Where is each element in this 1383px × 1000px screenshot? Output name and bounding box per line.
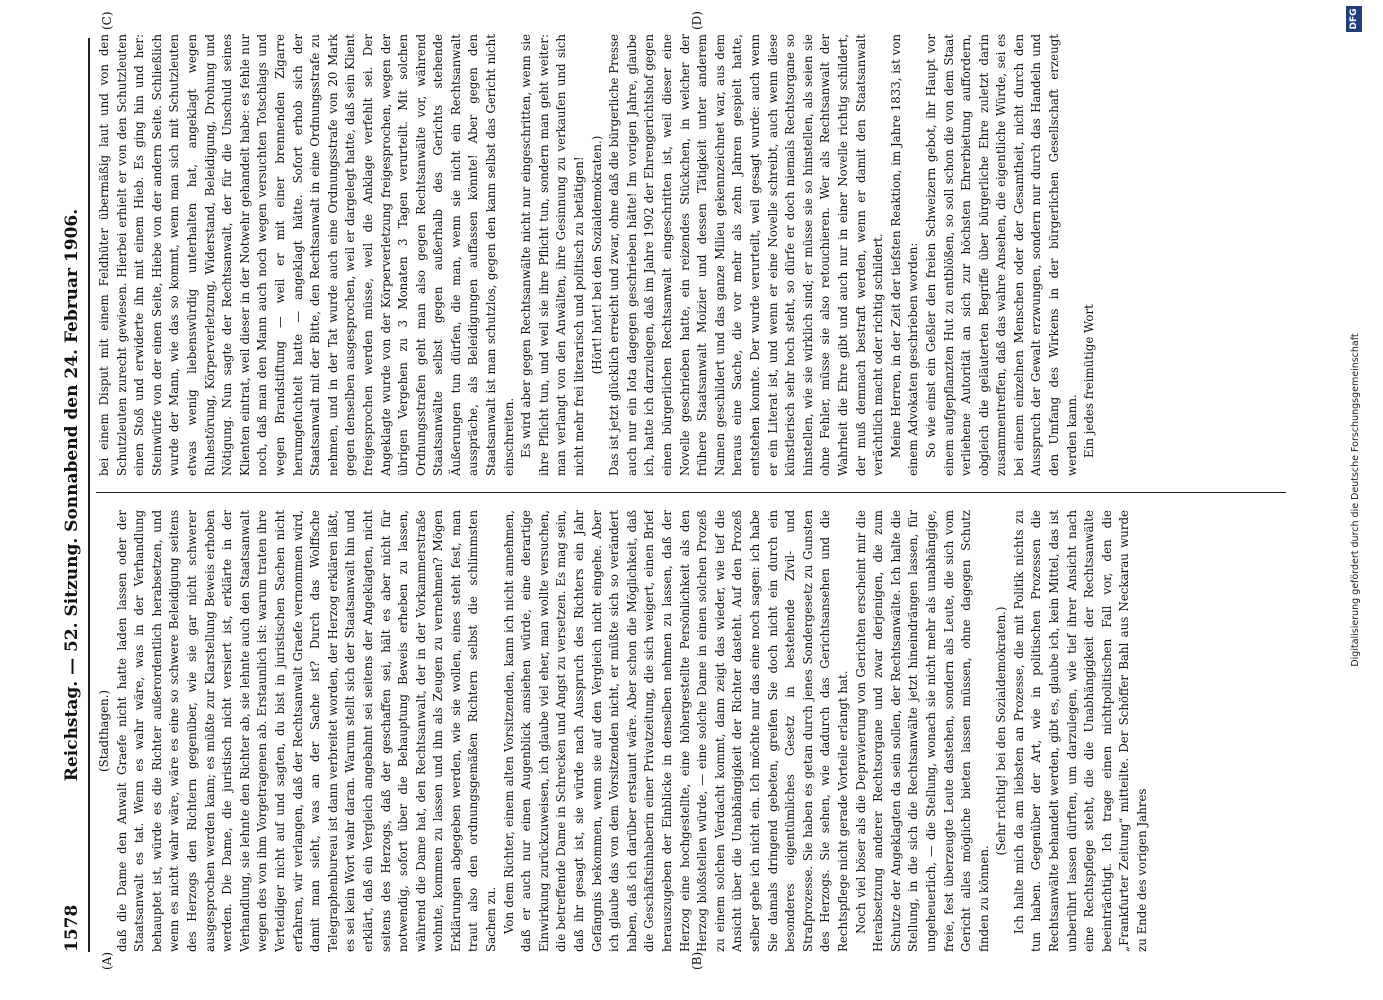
running-head: Reichstag. — 52. Sitzung. Sonnabend den 24. Februar 1906. [62,208,82,782]
margin-marker-c: (C) [100,11,114,30]
paragraph: Meine Herren, in der Zeit der tiefsten Reaktion, im Jahre 1833, ist von einem Advokaten geschrieben worden: [888,34,921,476]
paragraph: Es wird aber gegen Rechtsanwälte nicht nur eingeschritten, wenn sie ihre Pflicht tun, und weil sie ihre Pflicht tun, sondern man geht weiter: man verlangt von den Anwälten, ihre Gesinnung zu verkaufen und sich nicht mehr frei literarisch und politisch zu betätigen! [519,34,587,476]
paragraph: Das ist jetzt glücklich erreicht und zwar, ohne daß die bürgerliche Presse auch nur ein Iota dagegen geschrieben hätte! Im vorigen Jahre, glaube ich, hatte ich darzulegen, daß im Jahre 1902 der Ehrengerichtshof gegen einen bürgerlichen Rechtsanwalt eingeschritten ist, weil dieser eine Novelle geschrieben hatte, ein reizendes Stückchen, in welcher der frühere Staatsanwalt Moizier und dessen Tätigkeit unter anderem Namen geschildert und das ganze Milieu gekennzeichnet war, aus dem heraus eine Sache, die vor mehr als zehn Jahren gespielt hatte, entstehen konnte. Der wurde verurteilt, weil gesagt wurde: auch wenn er ein Literat ist, und wenn er eine Novelle schreibt, auch wenn diese künstlerisch sehr hoch steht, so dürfe er doch niemals Rechtsorgane so hinstellen, wie sie wirklich sind; er müsse sie so hinstellen, als seien sie ohne Fehler, müsse sie also retouchieren. Wer als Rechtsanwalt der Wahrheit die Ehre gibt und auch nur in einer Novelle richtig schildert, der muß demnach bestraft werden, wenn er damit den Staatsanwalt verächtlich macht oder richtig schildert. [607,34,886,476]
page-number: 1578 [62,904,82,952]
paragraph: Noch viel böser als die Depravierung von Gerichten erscheint mir die Herabsetzung anderer Rechtsorgane und zwar derjenigen, die zum Schutze der Angeklagten da sein sollen, der Rechtsanwälte. Ich halte die Stellung, in die sich die Rechtsanwälte jetzt hineindrängen lassen, für ungeheuerlich, — die Stellung, wonach sie nicht mehr als unabhängige, freie, fest überzeugte Leute dastehen, sondern als Leute, die sich vom Gericht alles mögliche bieten lassen müssen, ohne dagegen Schutz finden zu können. [853,510,991,952]
column-divider [96,492,1286,493]
digitization-credit: Digitalisierung gefördert durch die Deutsche Forschungsgemeinschaft [1350,333,1361,667]
right-column [96,34,1286,476]
margin-marker-a: (A) [100,951,114,970]
margin-marker-b: (B) [690,951,704,970]
paragraph: Von dem Richter, einem alten Vorsitzenden, kann ich nicht annehmen, daß er auch nur einen Augenblick ansiehen würde, eine derartige Einwirkung zurückzuweisen, ich glaube viel eher, man wollte versuchen, die betreffende Dame in Schrecken und Angst zu versetzen. Es mag sein, daß ihr gesagt ist, sie würde nach Ausspruch des Richters ein Jahr Gefängnis bekommen, wenn sie auf den Vergleich nicht eingehe. Aber ich glaube das von dem Vorsitzenden nicht, er müßte sich so verändert haben, daß ich darüber erstaunt wäre. Aber schon die Möglichkeit, daß die Geschäftsinhaberin einer Privatzeitung, die sich weigert, einen Brief herauszugeben der Einblicke in denselben nehmen zu lassen, daß der Herzog eine hochgestellte, eine höhergestellte Persönlichkeit als den Herzog bloßstellen würde, — eine solche Dame in einen solchen Prozeß zu einem solchen Verdacht kommt, dann zeigt das wieder, wie tief die Ansicht über die Unabhängigkeit der Richter dasteht. Auf den Prozeß selber gehe ich nicht ein. Ich möchte nur das eine noch sagen: ich habe Sie damals dringend gebeten, greifen Sie doch nicht ein durch ein besonderes eigentümliches Gesetz in bestehende Zivil- und Strafprozesse. Sie haben es getan durch jenes Sondergesetz zu Gunsten des Herzogs. Sie sehen, wie dadurch das Gerichtsansehen und die Rechtspflege nicht gerade Vorteile erlangt hat. [501,510,850,952]
interjection: (Hört! hört! bei den Sozialdemokraten.) [589,135,604,375]
margin-marker-d: (D) [690,11,704,30]
dfg-logo: DFG [1346,6,1362,32]
paragraph: daß die Dame den Anwalt Graefe nicht hatte laden lassen oder der Staatsanwalt es tat. Wenn es wahr wäre, was in der Verhandlung behauptet ist, würde es die Richter außerordentlich herabsetzen, und wenn es nicht wahr wäre, wäre es eine so schwere Beleidigung seitens des Herzogs den Richtern gegenüber, wie sie gar nicht schwerer ausgesprochen werden kann; es müßte zur Klarstellung Beweis erhoben werden. Die Dame, die juristisch nicht versiert ist, erklärte in der Verhandlung, sie lehnte den Richter ab, sie lehnte auch den Staatsanwalt wegen des von ihm Vorgetragenen ab. Erstaunlich ist: warum traten ihre Verteidiger nicht auf und sagten, du bist in juristischen Sachen nicht erfahren, wir verlangen, daß der Rechtsanwalt Graefe vernommen wird, damit man sieht, was an der Sache ist? Durch das Wolffsche Telegraphenbureau ist dann verbreitet worden, der Herzog erklären läßt, es sei kein Wort wahr daran. Warum stellt sich der Staatsanwalt hin und erklärt, daß ein Vergleich angebahnt sei seitens der Angeklagten, nicht seitens des Herzogs, daß der geschaffen sei, hält es aber nicht für notwendig, sofort über die Behauptung Beweis erheben zu lassen, während die Dame hat, den Rechtsanwalt, der in der Vorkammerstraße wohnte, kommen zu lassen und ihn als Zeugen zu vernehmen? Mögen Erklärungen abgegeben werden, wie sie wollen, eines steht fest, man traut also den ordnungsgemäßen Richtern selbst die schlimmsten Sachen zu. [114,510,499,952]
interjection: (Sehr richtig! bei den Sozialdemokraten.) [994,606,1009,856]
left-column [96,510,1286,952]
quotation: So wie einst ein Geßler den freien Schweizern gebot, ihr Haupt vor einem aufgepflanzten Hut zu entblößen, so soll schon die von dem Staat verliehene Autorität an sich zur höchsten Ehrerbietung auffordern, obgleich die geläuterten Begriffe über bürgerliche Ehre zuletzt darin zusammentreffen, daß das wahre Ansehen, die eigentliche Würde, sei es bei einem einzelnen Menschen oder der Gesamtheit, nicht durch den Ausspruch der Gewalt erzwungen, sondern nur durch das Handeln und den Umfang des Wirkens in der bürgerlichen Gesellschaft erzeugt werden kann. [923,34,1079,476]
page-header [60,38,90,952]
paragraph: bei einem Disput mit einem Feldhüter übermäßig laut und von den Schutzleuten zurecht gewiesen. Hierbei erhielt er von den Schutzleuten einen Stoß und erwiderte ihn mit einem Hieb. Es ging hin und her: Steinwürfe von der einen Seite, Hiebe von der andern Seite. Schließlich wurde der Mann, wie das so kommt, wenn man sich mit Schutzleuten etwas wenig liebenswürdig unterhalten hat, angeklagt wegen Ruhestörung, Körperverletzung, Widerstand, Beleidigung, Drohung und Nötigung. Nun sagte der Rechtsanwalt, der für die Unschuld seines Klienten eintrat, weil dieser in der Notwehr gehandelt habe: es fehle nur noch, daß man den Mann auch noch wegen versuchten Totschlags und wegen Brandstiftung — weil er mit einer brennenden Zigarre herumgefuchtelt hatte — angeklagt hätte. Sofort erhob sich der Staatsanwalt mit der Bitte, den Rechtsanwalt in eine Ordnungsstrafe zu nehmen, und in der Tat wurde auch eine Ordnungsstrafe von 20 Mark gegen denselben ausgesprochen, weil er dargelegt hatte, daß sein Klient freigesprochen werden müsse, weil die Anklage verfehlt sei. Der Angeklagte wurde von der Körperverletzung freigesprochen, wegen der übrigen Vergehen zu 3 Monaten 3 Tagen verurteilt. Mit solchen Ordnungsstrafen geht man also gegen Rechtsanwälte vor, während Staatsanwälte selbst gegen außerhalb des Gerichts stehende Äußerungen tun dürfen, die man, wenn sie nicht ein Rechtsanwalt ausspräche, als Beleidigungen auffassen könnte! Aber gegen den Staatsanwalt ist man schutzlos, gegen den kann selbst das Gericht nicht einschreiten. [97,34,516,476]
paragraph: (Stadthagen.) [97,690,111,772]
paragraph: Ein jedes freimütige Wort [1082,304,1097,458]
paragraph: Ich halte mich da am liebsten an Prozesse, die mit Politik nichts zu tun haben. Gegenüber der Art, wie in politischen Prozessen die Rechtsanwälte behandelt werden, gibt es, glaube ich, kein Mittel, das ist unberührt lassen dürften, um darzulegen, wie tief ihrer Ansicht nach eine Rechtspflege steht, die die Unabhängigkeit der Rechtsanwälte beeinträchtigt. Ich trage einen nichtpolitischen Fall vor, den die „Frankfurter Zeitung“ mitteilte. Der Schöffer Bahl aus Neckarau wurde zu Ende des vorigen Jahres [1011,510,1150,952]
